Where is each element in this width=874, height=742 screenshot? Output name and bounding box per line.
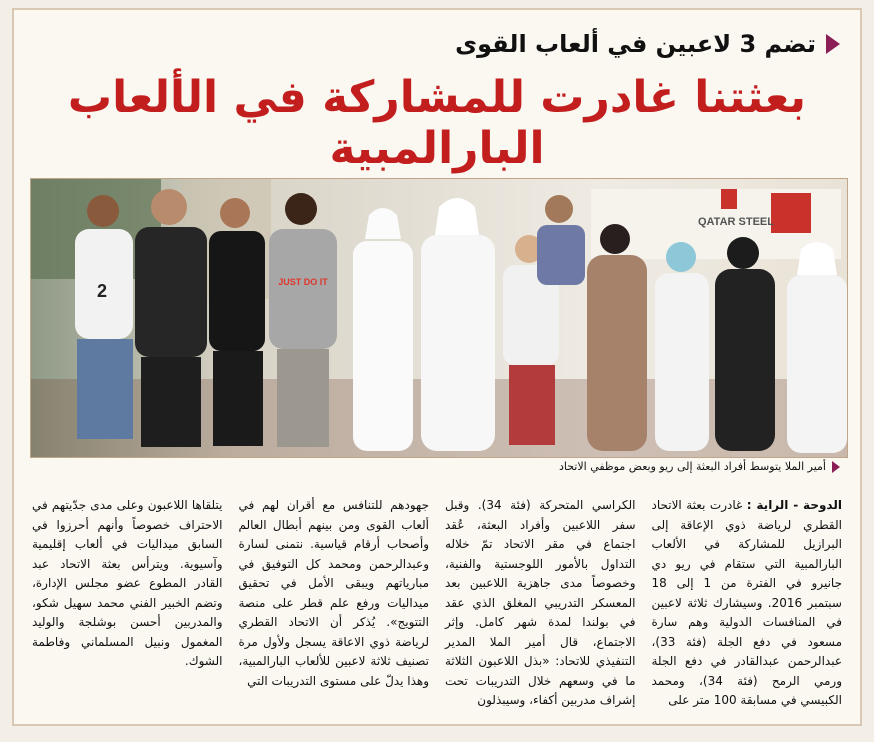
article-column-4-text: يتلقاها اللاعبون وعلى مدى جدّيتهم في الاحتراف خصوصاً وأنهم أحرزوا في السابق ميداليات في ألعاب إقليمية وآسيوية. ويترأس بعثة الاتحاد عبد القادر المطوع عضو مجلس الإدارة، وتضم الخبير الفني محمد سهيل شكو، والمدربين أحسن بوشلجة والوليد المغمول ونبيل المسلماني وفاطمة الشوك. (32, 498, 223, 668)
article-column-4 (32, 496, 223, 714)
team-photo (30, 178, 848, 458)
article-column-1 (652, 496, 843, 714)
jersey-number: 2 (97, 281, 108, 301)
article-column-3 (239, 496, 430, 714)
caption-text: أمير الملا يتوسط أفراد البعثة إلى ريو وبعض موظفي الاتحاد (558, 460, 826, 473)
backdrop-sponsor-text: QATAR STEEL (698, 216, 774, 228)
article-column-1-text: غادرت بعثة الاتحاد القطري لرياضة ذوي الإعاقة إلى البرازيل للمشاركة في الألعاب البارالمبية التي ستقام في ريو دي جانيرو في الفترة من 1 إلى 18 سبتمبر 2016. وسيشارك ثلاثة لاعبين في المنافسات الدولية وهم سارة مسعود في دفع الجلة (فئة 33)، عبدالرحمن عبدالقادر في دفع الجلة ورمي الرمح (فئة 34)، ومحمد الكبيسي في مسابقة 100 متر على (651, 498, 843, 707)
article-column-2 (445, 496, 636, 714)
article-column-2-text: الكراسي المتحركة (فئة 34). وقبل سفر اللاعبين وأفراد البعثة، عُقد اجتماع في مقر الاتحاد تمّ خلاله التداول بالأمور اللوجستية والفنية، وخصوصاً مدى جاهزية اللاعبين بعد المعسكر التدريبي المغلق الذي عقد في بولندا لمدة شهر كامل. وإثر الاجتماع، قال أمير الملا المدير التنفيذي للاتحاد: «بذل اللاعبون الثلاثة ما في وسعهم خلال التدريبات تحت إشراف مدربين أكفاء، وسيبذلون (445, 498, 636, 707)
kicker (455, 30, 840, 58)
team-photo-illustration (31, 179, 847, 457)
article-body (32, 496, 842, 714)
newspaper-page (12, 8, 862, 726)
headline: بعثتنا غادرت للمشاركة في الألعاب البارالمبية (67, 72, 807, 174)
photo-caption (559, 460, 840, 473)
dateline: الدوحة - الراية : (746, 498, 842, 512)
article-column-3-text: جهودهم للتنافس مع أقران لهم في ألعاب القوى ومن بينهم أبطال العالم وأصحاب أرقام قياسية. نتمنى لسارة وعبدالرحمن ومحمد كل التوفيق في مبارياتهم ويبقى الأمل في تحقيق ميداليات ورفع علم قطر على منصة التتويج». يُذكر أن الاتحاد القطري لرياضة ذوي الاعاقة يسجل ولأول مرة تصنيف ثلاثة لاعبين للألعاب البارالمبية، وهذا يدلّ على مستوى التدريبات التي (238, 498, 429, 688)
kicker-triangle-icon (826, 34, 840, 54)
kicker-text: تضم 3 لاعبين في ألعاب القوى (455, 30, 816, 58)
caption-triangle-icon (832, 461, 840, 473)
shirt-print: JUST DO IT (278, 277, 328, 287)
